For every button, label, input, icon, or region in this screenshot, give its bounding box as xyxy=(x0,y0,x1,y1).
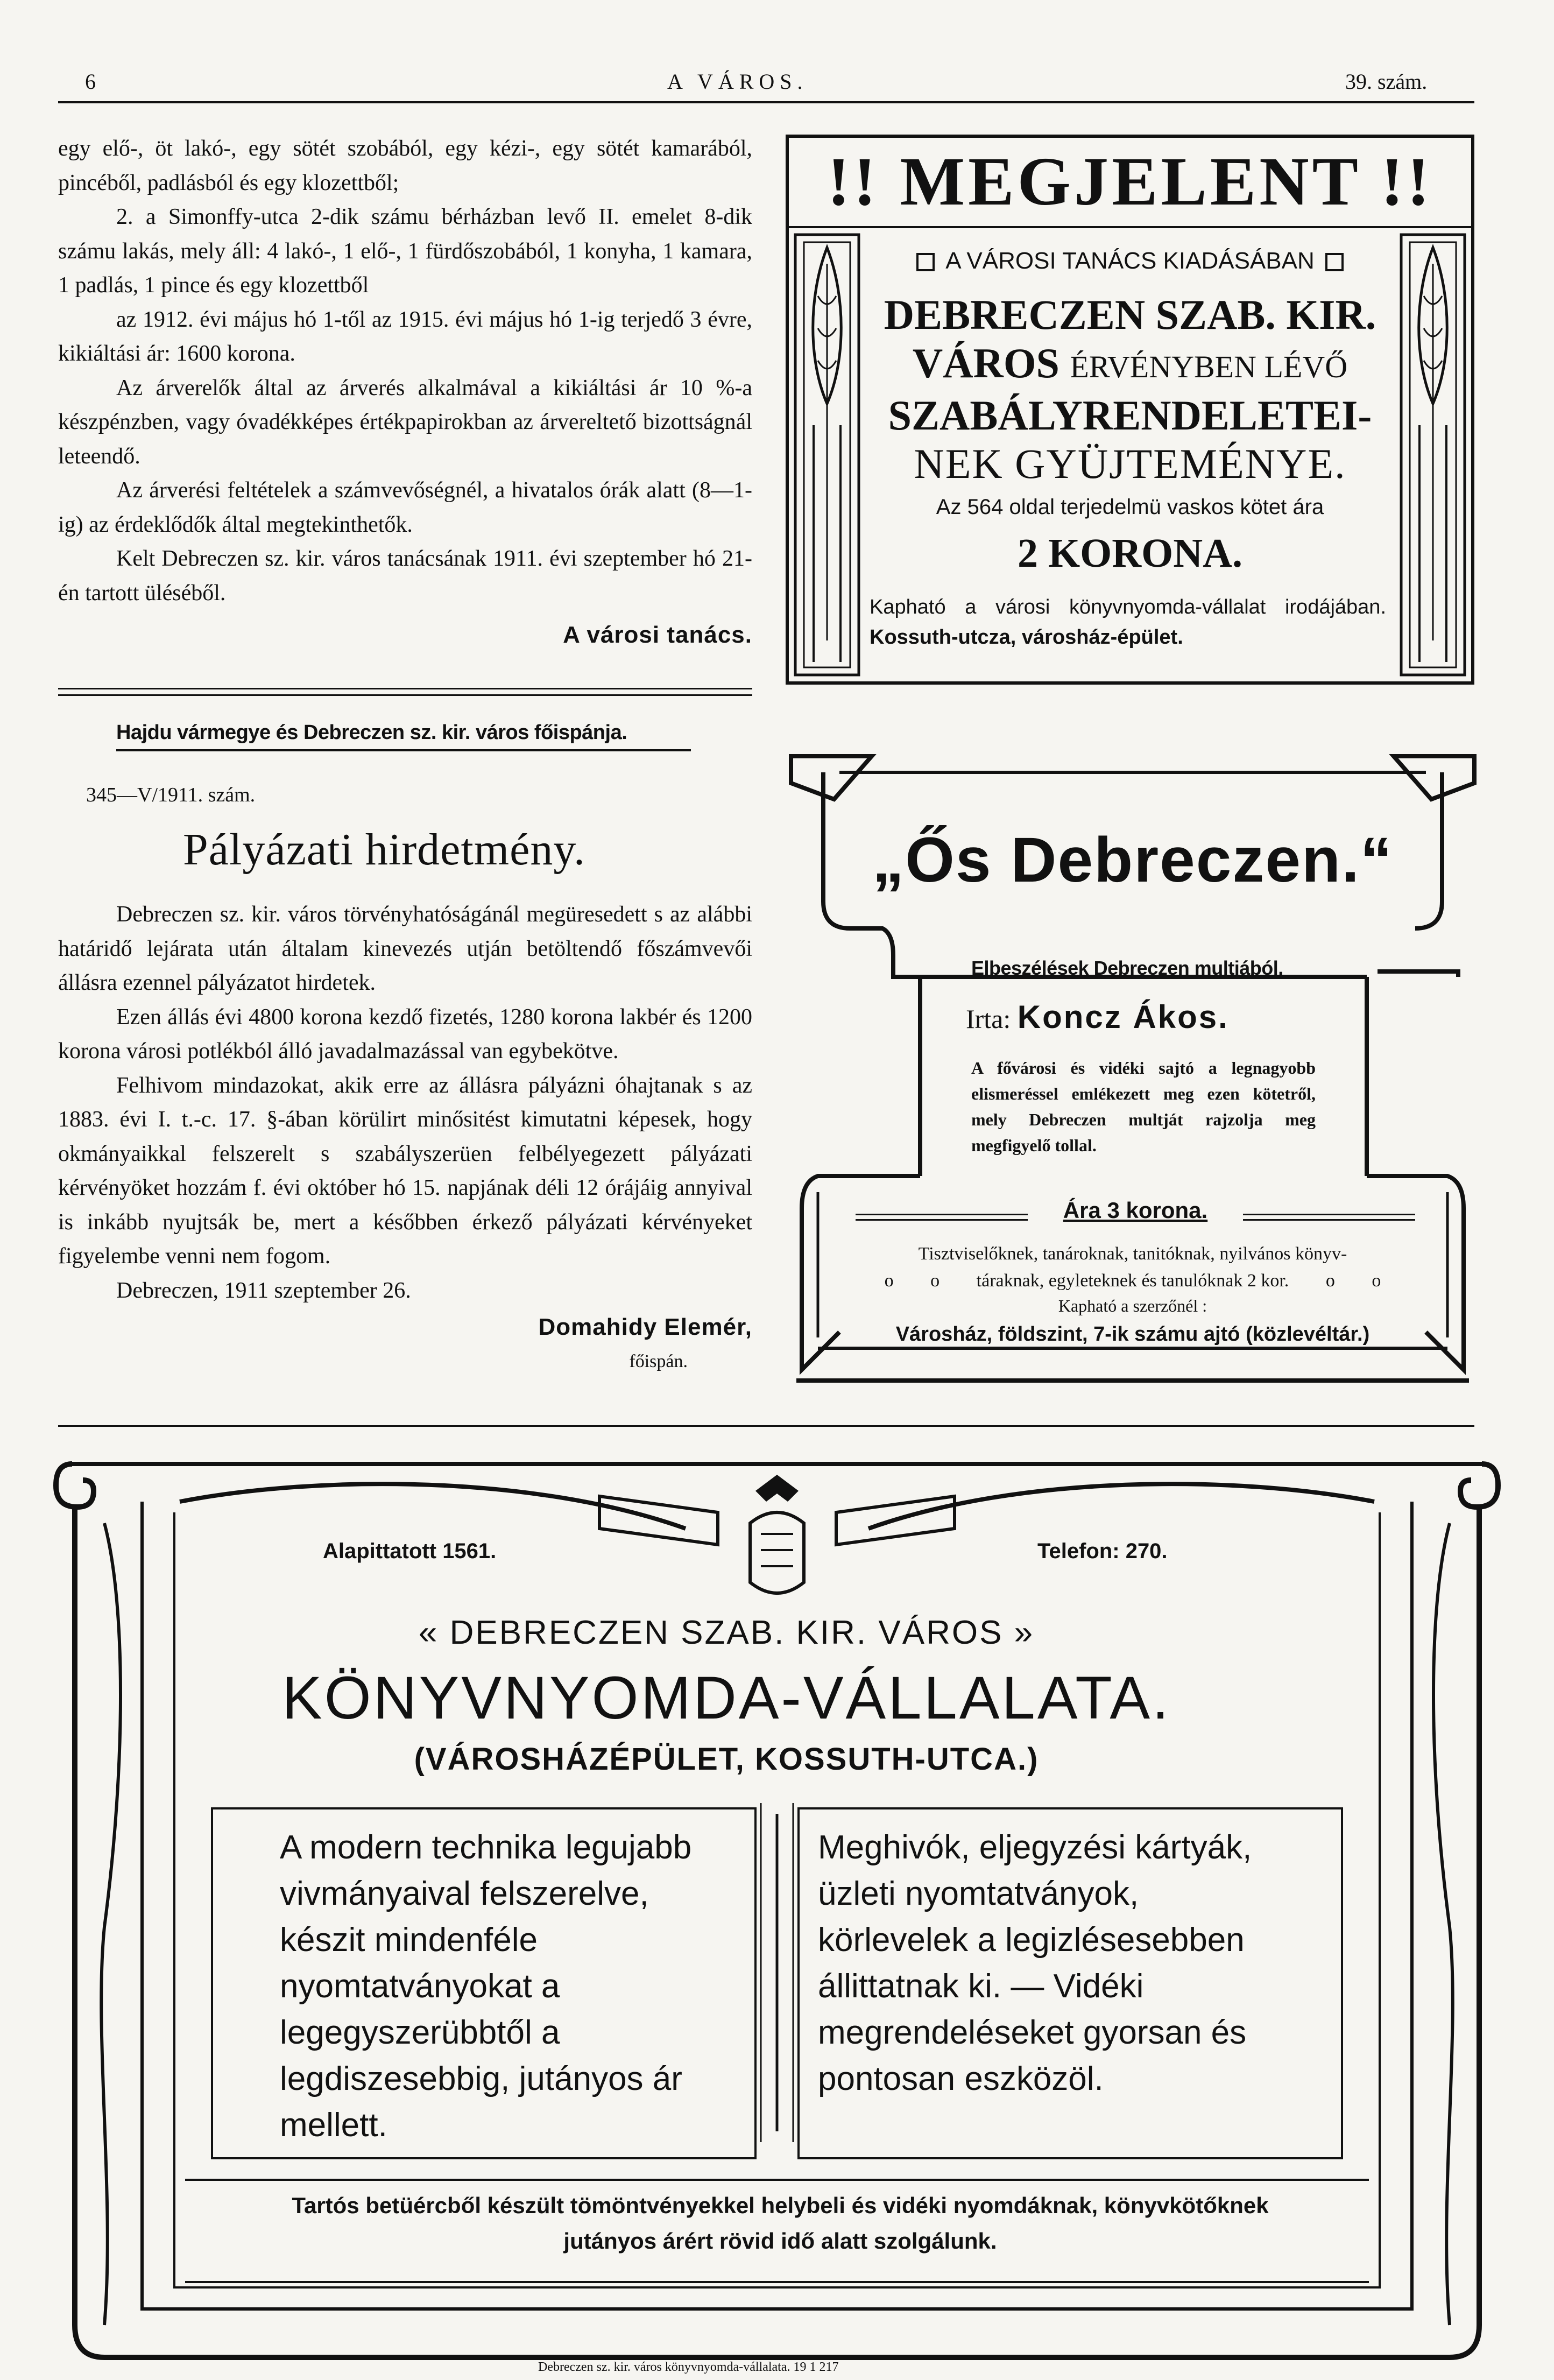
section-heading-underline xyxy=(116,749,691,751)
nyomda-right-text: Meghivók, eljegyzési kártyák, üzleti nyomtatványok, körlevelek a legizlésesebben állittatnak ki. — Vidéki megrendeléseket gyorsan és pontosan eszközöl. xyxy=(818,1829,1252,2097)
os-debreczen-title: „Ős Debreczen.“ xyxy=(872,825,1393,896)
auction-paragraph-5: Az árverési feltételek a számvevőségnél, a hivatalos órák alatt (8—1-ig) az érdeklődők által megtekinthetők. xyxy=(58,478,752,537)
auction-paragraph-4: Az árverelők által az árverés alkalmával a kikiáltási ár 10 %-a készpénzben, vagy óvadékképes értékpapirokban az árvereltető bizottságnál leteendő. xyxy=(58,375,752,469)
square-bullet-icon xyxy=(1325,253,1344,271)
section-heading: Hajdu vármegye és Debreczen sz. kir. város főispánja. xyxy=(116,721,627,744)
notice-paragraph-4: Debreczen, 1911 szeptember 26. xyxy=(116,1278,411,1303)
square-bullet-icon xyxy=(916,253,935,271)
os-debreczen-address: Városház, földszint, 7-ik számu ajtó (közlevéltár.) xyxy=(895,1323,1370,1346)
auction-paragraph-2: 2. a Simonffy-utca 2-dik számu bérházban levő II. emelet 8-dik számu lakás, mely áll: 4 lakó-, 1 elő-, 1 fürdőszobából, 1 konyha, 1 kamara, 1 padlás, 1 pince és egy klozettből xyxy=(58,205,752,298)
os-debreczen-price: Ára 3 korona. xyxy=(1063,1198,1208,1223)
issue-number: 39. szám. xyxy=(1345,69,1428,94)
title-line-1: DEBRECZEN SZAB. KIR. xyxy=(884,291,1376,338)
auction-paragraph-1: egy elő-, öt lakó-, egy sötét szobából, egy kézi-, egy sötét kamarából, pincéből, padlásból és egy klozettből; xyxy=(58,136,752,195)
nyomda-name-line-3: (VÁROSHÁZÉPÜLET, KOSSUTH-UTCA.) xyxy=(414,1742,1039,1777)
page-number: 6 xyxy=(85,69,96,94)
megjelent-inner-rule-top xyxy=(789,226,1471,228)
printer-imprint: Debreczen sz. kir. város könyvnyomda-vállalata. 19 1 217 xyxy=(538,2360,839,2374)
double-chevron-right-icon: » xyxy=(1014,1614,1035,1651)
signer-title: főispán. xyxy=(629,1351,688,1371)
nyomda-left-text: A modern technika legujabb vivmányaival felszerelve, készit mindenféle nyomtatványokat a legegyszerübbtől a legdiszesebbig, jutányos ár mellett. xyxy=(280,1829,692,2144)
nyomda-name-line-2: KÖNYVNYOMDA-VÁLLALATA. xyxy=(281,1664,1171,1731)
auction-paragraph-3: az 1912. évi május hó 1-től az 1915. évi május hó 1-ig terjedő 3 évre, kikiáltási ár: 1600 korona. xyxy=(58,307,752,366)
signer-name: Domahidy Elemér, xyxy=(538,1314,752,1340)
os-debreczen-where: Kapható a szerzőnél : xyxy=(1058,1296,1207,1315)
right-ornament-panel xyxy=(1398,231,1468,678)
notice-body xyxy=(58,898,752,1378)
megjelent-availability: Kapható a városi könyvnyomda-vállalat irodájában. Kossuth-utcza, városház-épület. xyxy=(870,596,1386,649)
price-rule-right xyxy=(1243,1214,1415,1215)
megjelent-headline: !! MEGJELENT !! xyxy=(827,143,1433,220)
nyomda-phone: Telefon: 270. xyxy=(1037,1539,1168,1563)
council-signature: A városi tanács. xyxy=(563,622,752,648)
price-rule-right-2 xyxy=(1243,1219,1415,1221)
left-rule-2 xyxy=(58,694,752,696)
left-ornament-panel xyxy=(792,231,862,678)
price-rule-left-2 xyxy=(856,1219,1028,1221)
header-rule xyxy=(58,101,1474,103)
notice-paragraph-2: Ezen állás évi 4800 korona kezdő fizetés, 1280 korona lakbér és 1200 korona városi potlékból álló javadalmazással van egybekötve. xyxy=(58,1004,752,1064)
os-debreczen-discount: Tisztviselőknek, tanároknak, tanitóknak, nyilvános könyv- o o táraknak, egyleteknek és tanulóknak 2 kor. o o xyxy=(884,1244,1381,1291)
double-chevron-left-icon: « xyxy=(418,1614,439,1651)
title-line-3: SZABÁLYRENDELETEI- xyxy=(888,392,1372,439)
os-debreczen-subtitle: Elbeszélések Debreczen multjából. xyxy=(971,957,1283,979)
price-rule-left xyxy=(856,1214,1028,1215)
reference-number: 345—V/1911. szám. xyxy=(86,784,256,806)
nyomda-bottom-text: Tartós betüércből készült tömöntvényekkel helybeli és vidéki nyomdáknak, könyvkötőknek jutányos árért rövid idő alatt szolgálunk. xyxy=(292,2193,1269,2254)
notice-title: Pályázati hirdetmény. xyxy=(183,825,585,875)
notice-paragraph-1: Debreczen sz. kir. város törvényhatóságánál megüresedett s az alábbi határidő lejárata után általam kinevezés utján betöltendő főszámvevői állásra ezennel pályázatot hirdetek. xyxy=(58,902,752,995)
megjelent-title xyxy=(861,291,1399,488)
page-header-title: A VÁROS. xyxy=(667,69,808,94)
nyomda-name-line-1: « DEBRECZEN SZAB. KIR. VÁROS » xyxy=(418,1614,1035,1651)
left-column xyxy=(58,132,752,652)
title-line-2-bold: VÁROS xyxy=(912,340,1059,386)
megjelent-volume-text: Az 564 oldal terjedelmü vaskos kötet ára xyxy=(936,495,1324,519)
megjelent-publisher-line: A VÁROSI TANÁCS KIADÁSÁBAN xyxy=(866,248,1394,274)
left-rule-1 xyxy=(58,688,752,689)
bottom-separator xyxy=(58,1425,1474,1427)
os-debreczen-author-line: Irta: Koncz Ákos. xyxy=(966,999,1229,1035)
nyomda-founded: Alapittatott 1561. xyxy=(323,1539,497,1563)
title-line-4: NEK GYÜJTEMÉNYE. xyxy=(914,440,1346,487)
title-line-2: ÉRVÉNYBEN LÉVŐ xyxy=(1070,349,1348,384)
os-debreczen-description: A fővárosi és vidéki sajtó a legnagyobb elismeréssel emlékezett meg ezen kötetről, mely Debreczen multját rajzolja meg megfigyelő tollal. xyxy=(971,1058,1316,1155)
notice-paragraph-3: Felhivom mindazokat, akik erre az állásra pályázni óhajtanak s az 1883. évi I. t.-c. 17. §-ában körülirt minősitést kimutatni képesek, hogy okmányaikkal felszerelt s szabályszerüen felbélyegezett pályázati kérvényöket hozzám f. évi október hó 15. napjának déli 12 órájáig annyival is inkább nyujtsák be, mert a későbben érkező pályázati kérvényeket figyelembe venni nem fogom. xyxy=(58,1073,752,1269)
auction-paragraph-6: Kelt Debreczen sz. kir. város tanácsának 1911. évi szeptember hó 21-én tartott üléséből. xyxy=(58,546,752,605)
megjelent-price: 2 KORONA. xyxy=(1018,531,1242,576)
